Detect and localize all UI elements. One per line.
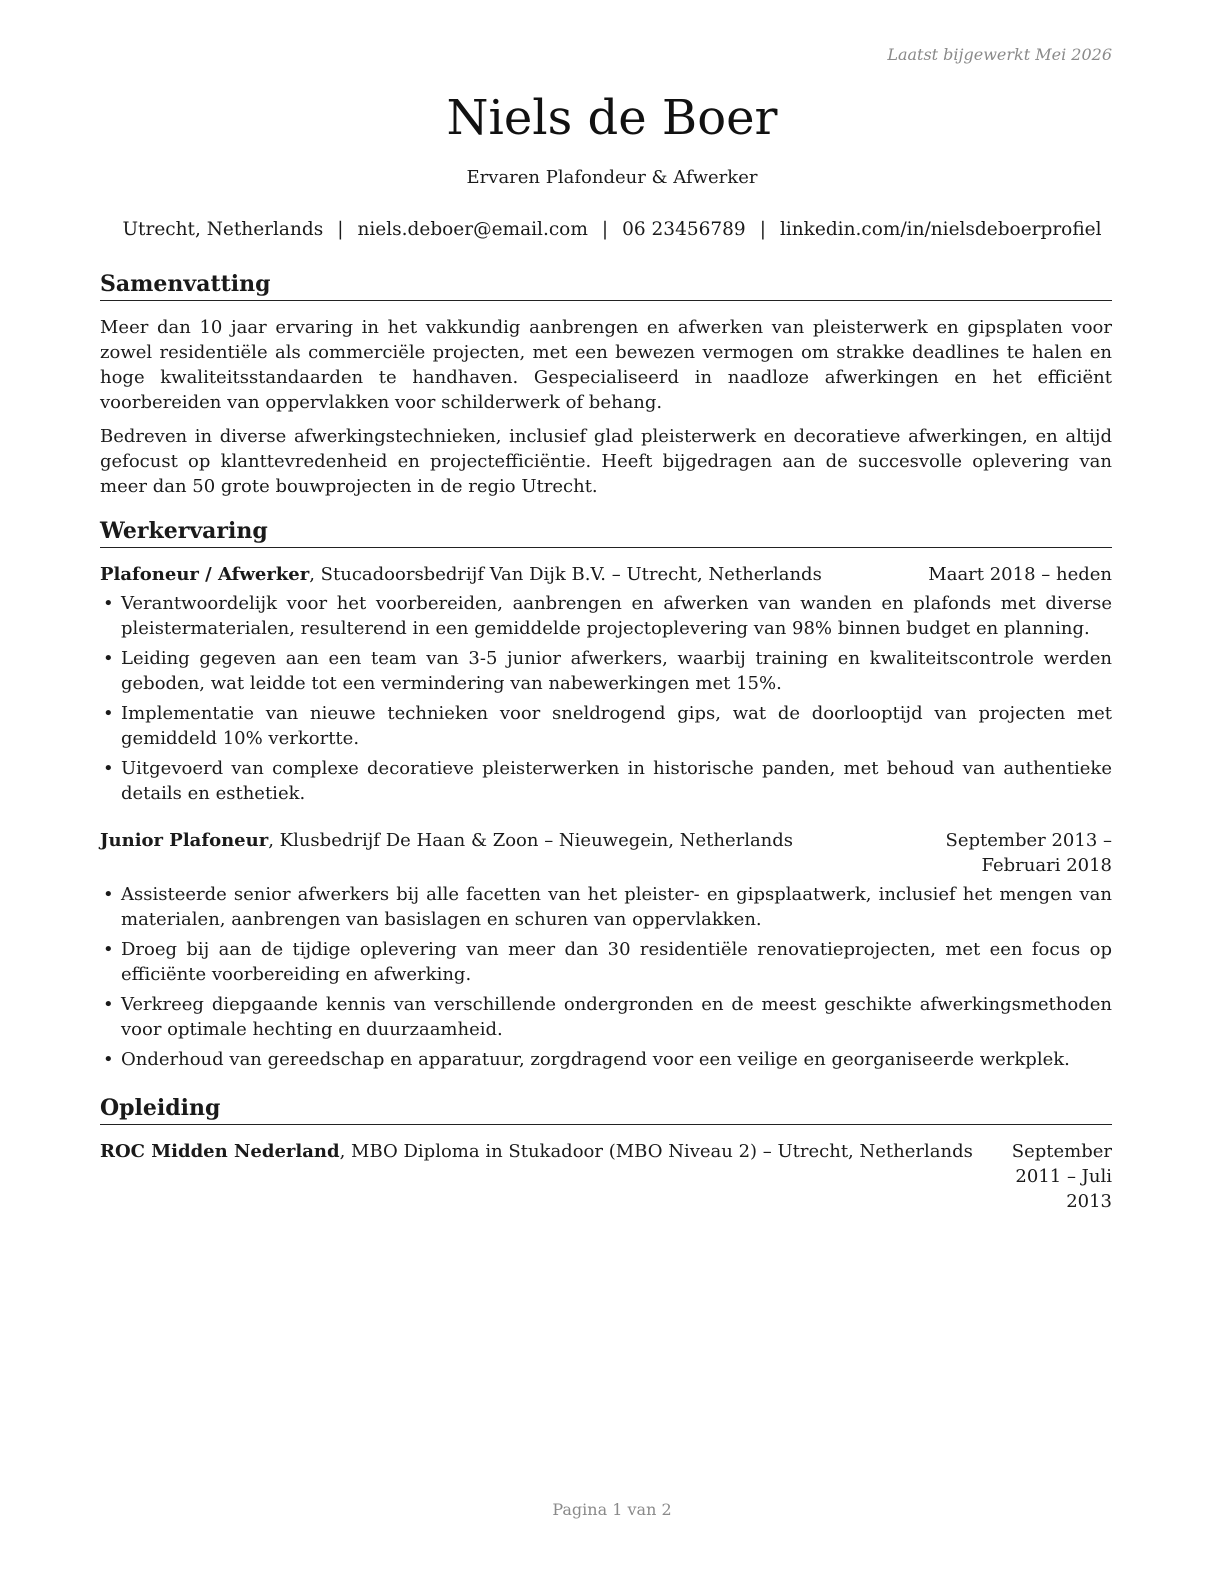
job-company: , Klusbedrijf De Haan & Zoon – Nieuwegein, Netherlands: [268, 830, 794, 851]
contact-email[interactable]: niels.deboer@email.com: [357, 219, 588, 240]
experience-section: [100, 517, 1112, 1072]
job-dates: September 2013 – Februari 2018: [945, 830, 1112, 876]
bullet-icon: •: [103, 1049, 114, 1070]
bullet-icon: •: [103, 884, 114, 905]
list-item: [100, 646, 1112, 696]
job-title-line: [100, 828, 872, 853]
bullet-text: Verantwoordelijk voor het voorbereiden, aanbrengen en afwerken van wanden en plafonds met diverse pleistermaterialen, resulterend in een gemiddelde projectoplevering van 98% binnen budget en planning.: [121, 593, 1112, 639]
education-section: [100, 1094, 1112, 1214]
bullet-icon: •: [103, 939, 114, 960]
bullet-icon: •: [103, 994, 114, 1015]
contact-phone: 06 23456789: [622, 219, 746, 240]
candidate-subtitle: Ervaren Plafondeur & Afwerker: [466, 167, 758, 188]
job-company: , Stucadoorsbedrijf Van Dijk B.V. – Utrecht, Netherlands: [309, 564, 822, 585]
bullet-text: Uitgevoerd van complexe decoratieve pleisterwerken in historische panden, met behoud van authentieke details en esthetiek.: [121, 758, 1112, 804]
list-item: [100, 701, 1112, 751]
job-header: [100, 562, 1112, 587]
bullet-icon: •: [103, 648, 114, 669]
list-item: [100, 882, 1112, 932]
contact-linkedin[interactable]: linkedin.com/in/nielsdeboerprofiel: [779, 219, 1102, 240]
list-item: [100, 1047, 1112, 1072]
list-item: [100, 937, 1112, 987]
job-bullets: [100, 882, 1112, 1072]
last-updated-note: Laatst bijgewerkt Mei 2026: [887, 45, 1112, 64]
section-title-education: Opleiding: [100, 1094, 1112, 1125]
bullet-icon: •: [103, 703, 114, 724]
contact-separator: |: [337, 219, 344, 240]
resume-content: [100, 270, 1112, 1232]
job-title-line: [100, 562, 928, 587]
job-entry: [100, 562, 1112, 806]
list-item: [100, 591, 1112, 641]
list-item: [100, 992, 1112, 1042]
education-entry: [100, 1139, 1112, 1214]
job-role: Plafoneur / Afwerker: [100, 564, 310, 585]
contact-line: [0, 219, 1224, 240]
education-dates: September 2011 – Juli 2013: [1011, 1141, 1112, 1212]
bullet-text: Assisteerde senior afwerkers bij alle facetten van het pleister- en gipsplaatwerk, inclusief het mengen van materialen, aanbrengen van basislagen en schuren van oppervlakken.: [121, 884, 1112, 930]
section-title-summary: Samenvatting: [100, 270, 1112, 301]
job-entry: [100, 828, 1112, 1072]
summary-paragraph: Meer dan 10 jaar ervaring in het vakkundig aanbrengen en afwerken van pleisterwerk en gipsplaten voor zowel residentiële als commerciële projecten, met een bewezen vermogen om strakke deadlines te halen en hoge kwaliteitsstandaarden te handhaven. Gespecialiseerd in naadloze afwerkingen en het efficiënt voorbereiden van oppervlakken voor schilderwerk of behang.: [100, 317, 1112, 413]
education-details: , MBO Diploma in Stukadoor (MBO Niveau 2) – Utrecht, Netherlands: [339, 1141, 973, 1162]
bullet-icon: •: [103, 593, 114, 614]
contact-location: Utrecht, Netherlands: [122, 219, 324, 240]
section-title-experience: Werkervaring: [100, 517, 1112, 548]
job-dates: Maart 2018 – heden: [928, 564, 1112, 585]
summary-section: [100, 270, 1112, 499]
candidate-name: Niels de Boer: [446, 90, 778, 146]
job-role: Junior Plafoneur: [100, 830, 269, 851]
summary-paragraph: Bedreven in diverse afwerkingstechnieken, inclusief glad pleisterwerk en decoratieve afwerkingen, en altijd gefocust op klanttevredenheid en projectefficiëntie. Heeft bijgedragen aan de succesvolle oplevering van meer dan 50 grote bouwprojecten in de regio Utrecht.: [100, 426, 1112, 497]
bullet-text: Leiding gegeven aan een team van 3-5 junior afwerkers, waarbij training en kwaliteitscontrole werden geboden, wat leidde tot een vermindering van nabewerkingen met 15%.: [121, 648, 1112, 694]
education-title-line: [100, 1139, 974, 1214]
list-item: [100, 756, 1112, 806]
education-institution: ROC Midden Nederland: [100, 1141, 340, 1162]
job-header: [100, 828, 1112, 878]
bullet-text: Droeg bij aan de tijdige oplevering van meer dan 30 residentiële renovatieprojecten, met een focus op efficiënte voorbereiding en afwerking.: [121, 939, 1112, 985]
bullet-text: Implementatie van nieuwe technieken voor sneldrogend gips, wat de doorlooptijd van projecten met gemiddeld 10% verkortte.: [121, 703, 1112, 749]
bullet-text: Onderhoud van gereedschap en apparatuur, zorgdragend voor een veilige en georganiseerde werkplek.: [121, 1049, 1070, 1070]
bullet-text: Verkreeg diepgaande kennis van verschillende ondergronden en de meest geschikte afwerkingsmethoden voor optimale hechting en duurzaamheid.: [121, 994, 1112, 1040]
page-number: Pagina 1 van 2: [552, 1500, 672, 1519]
contact-separator: |: [759, 219, 766, 240]
bullet-icon: •: [103, 758, 114, 779]
job-bullets: [100, 591, 1112, 806]
contact-separator: |: [601, 219, 609, 240]
